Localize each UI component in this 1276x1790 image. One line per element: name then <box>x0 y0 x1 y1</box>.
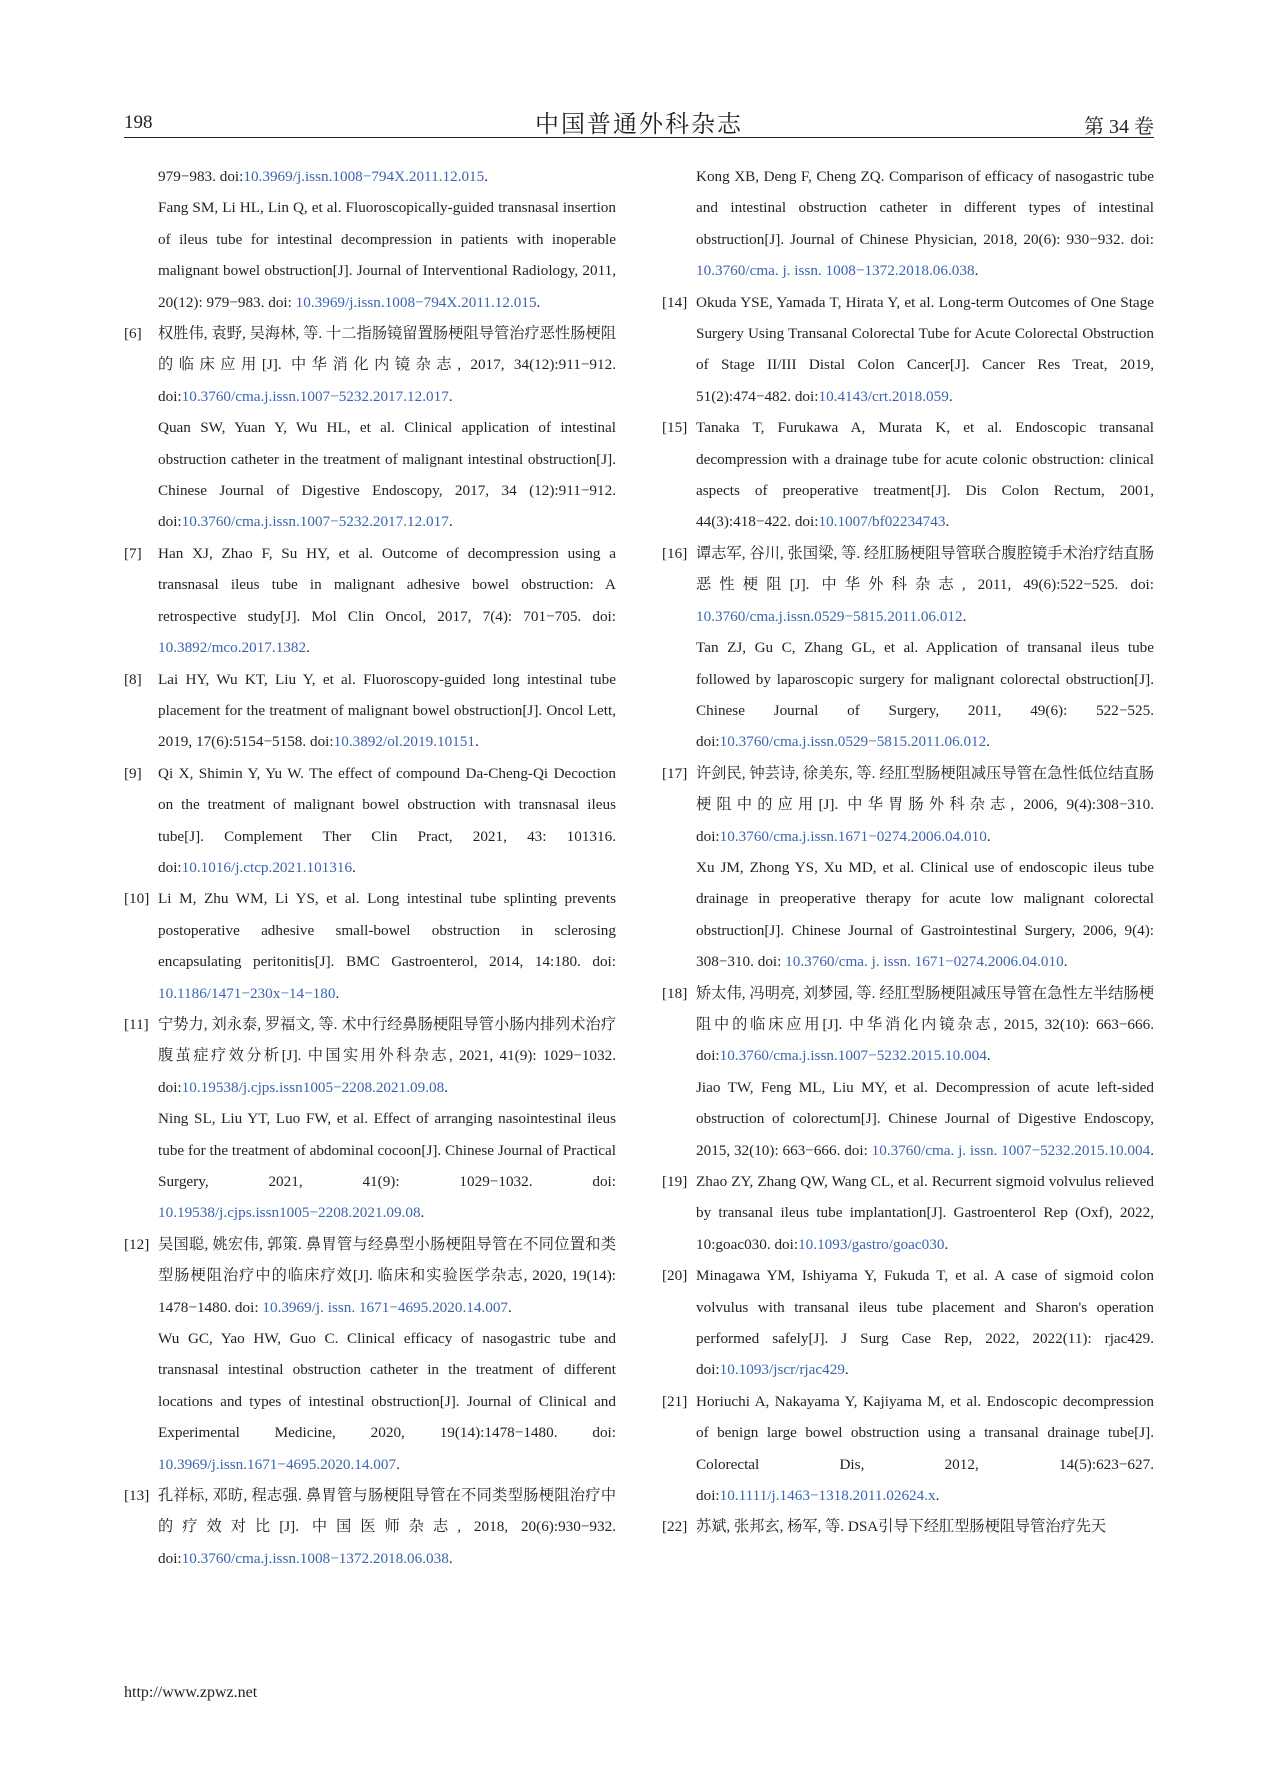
reference-text: 979−983. doi: <box>158 168 244 185</box>
reference-number: [14] <box>662 293 688 311</box>
doi-link[interactable]: 10.1111/j.1463−1318.2011.02624.x <box>719 1487 936 1505</box>
reference-number: [12] <box>124 1235 150 1253</box>
reference-number: [11] <box>124 1015 149 1033</box>
reference-entry <box>662 978 1154 1166</box>
doi-link[interactable]: 10.4143/crt.2018.059 <box>818 387 949 405</box>
reference-citation <box>158 161 616 192</box>
reference-entry <box>662 1260 1154 1386</box>
reference-text: Wu GC, Yao HW, Guo C. Clinical efficacy of nasogastric tube and transnasal intestinal obstruction catheter in the treatment of different locations and types of intestinal obstruction[J]. Journal of Clinical and Experimental Medicine, 2020, 19(14):1478−1480. doi: <box>158 1330 616 1442</box>
reference-citation <box>696 1386 1154 1512</box>
reference-citation <box>158 318 616 412</box>
reference-text: . <box>448 387 453 405</box>
reference-number: [22] <box>662 1518 688 1536</box>
reference-entry <box>124 538 616 664</box>
reference-column-left <box>124 161 616 1574</box>
reference-number: [8] <box>124 670 142 688</box>
doi-link[interactable]: 10.3969/j. issn. 1671−4695.2020.14.007 <box>262 1298 509 1316</box>
doi-link[interactable]: 10.3969/j.issn.1008−794X.2011.12.015 <box>295 293 537 311</box>
reference-text: Zhao ZY, Zhang QW, Wang CL, et al. Recurrent sigmoid volvulus relieved by transanal ileus tube implantation[J]. Gastroenterol Rep (Oxf), 2022, 10:goac030. doi: <box>696 1173 1154 1253</box>
reference-entry <box>124 1229 616 1480</box>
reference-translation <box>696 852 1154 978</box>
doi-link[interactable]: 10.3969/j.issn.1008−794X.2011.12.015 <box>243 168 485 185</box>
reference-translation <box>158 1103 616 1229</box>
reference-number: [10] <box>124 890 150 908</box>
reference-citation <box>696 412 1154 538</box>
doi-link[interactable]: 10.3760/cma. j. issn. 1007−5232.2015.10.004 <box>871 1141 1151 1159</box>
doi-link[interactable]: 10.1007/bf02234743 <box>818 513 946 531</box>
reference-number: [15] <box>662 419 688 437</box>
reference-text: Horiuchi A, Nakayama Y, Kajiyama M, et al. Endoscopic decompression of benign large bowel obstruction using a transanal drainage tube[J]. Colorectal Dis, 2012, 14(5):623−627. doi: <box>696 1392 1154 1505</box>
doi-link[interactable]: 10.3760/cma. j. issn. 1008−1372.2018.06.038 <box>696 262 975 280</box>
reference-text: Ning SL, Liu YT, Luo FW, et al. Effect of arranging nasointestinal ileus tube for the treatment of abdominal cocoon[J]. Chinese Journal of Practical Surgery, 2021, 41(9): 1029−1032. doi: <box>158 1110 616 1190</box>
reference-translation <box>158 1323 616 1480</box>
reference-text: Xu JM, Zhong YS, Xu MD, et al. Clinical use of endoscopic ileus tube drainage in preoperative therapy for acute low malignant colorectal obstruction[J]. Chinese Journal of Gastrointestinal Surgery, 2006, 9(4): 308−310. doi: <box>696 858 1154 971</box>
journal-title: 中国普通外科杂志 <box>535 112 743 138</box>
reference-text: 许剑民, 钟芸诗, 徐美东, 等. 经肛型肠梗阻减压导管在急性低位结直肠梗阻中的应用[J]. 中华胃肠外科杂志, 2006, 9(4):308−310. doi: <box>696 764 1154 845</box>
reference-text: Jiao TW, Feng ML, Liu MY, et al. Decompression of acute left-sided obstruction of colorectum[J]. Chinese Journal of Digestive Endoscopy, 2015, 32(10): 663−666. doi: <box>696 1078 1154 1159</box>
reference-text: 谭志军, 谷川, 张国梁, 等. 经肛肠梗阻导管联合腹腔镜手术治疗结直肠恶性梗阻[J]. 中华外科杂志, 2011, 49(6):522−525. doi: <box>696 544 1154 594</box>
reference-text: 权胜伟, 袁野, 吴海林, 等. 十二指肠镜留置肠梗阻导管治疗恶性肠梗阻的临床应用[J]. 中华消化内镜杂志, 2017, 34(12):911−912. doi: <box>158 325 616 405</box>
doi-link[interactable]: 10.3760/cma. j. issn. 1671−0274.2006.04.010 <box>785 953 1064 971</box>
reference-text: . <box>944 1235 949 1253</box>
reference-text: Tanaka T, Furukawa A, Murata K, et al. Endoscopic transanal decompression with a drainage tube for acute colonic obstruction: clinical aspects of preoperative treatment[J]. Dis Colon Rectum, 2001, 44(3):418−422. doi: <box>696 419 1154 531</box>
reference-text: . <box>484 168 489 185</box>
reference-entry <box>662 1166 1154 1260</box>
reference-text: Han XJ, Zhao F, Su HY, et al. Outcome of decompression using a transnasal ileus tube in malignant adhesive bowel obstruction: A retrospective study[J]. Mol Clin Oncol, 2017, 7(4): 701−705. doi: <box>158 544 616 625</box>
reference-entry <box>124 758 616 884</box>
reference-text: . <box>974 262 979 280</box>
reference-text: Tan ZJ, Gu C, Zhang GL, et al. Application of transanal ileus tube followed by laparoscopic surgery for malignant colorectal obstruction[J]. Chinese Journal of Surgery, 2011, 49(6): 522−525. doi: <box>696 639 1154 751</box>
doi-link[interactable]: 10.3969/j.issn.1671−4695.2020.14.007 <box>158 1455 397 1473</box>
reference-entry <box>662 412 1154 538</box>
reference-text: 宁势力, 刘永泰, 罗福文, 等. 术中行经鼻肠梗阻导管小肠内排列术治疗腹茧症疗效分析[J]. 中国实用外科杂志, 2021, 41(9): 1029−1032. doi: <box>158 1015 616 1096</box>
reference-text: . <box>844 1361 849 1379</box>
reference-entry <box>662 161 1154 287</box>
reference-text: . <box>986 1047 991 1065</box>
reference-text: . <box>448 1549 453 1567</box>
doi-link[interactable]: 10.3760/cma.j.issn.1007−5232.2015.10.004 <box>719 1047 987 1065</box>
doi-link[interactable]: 10.3760/cma.j.issn.0529−5815.2011.06.012 <box>696 607 963 625</box>
reference-entry <box>662 758 1154 978</box>
reference-citation <box>158 1480 616 1574</box>
page-header <box>124 104 1154 138</box>
reference-citation <box>696 1511 1154 1542</box>
reference-text: . <box>352 858 356 876</box>
reference-text: Lai HY, Wu KT, Liu Y, et al. Fluoroscopy-guided long intestinal tube placement for the treatment of malignant bowel obstruction[J]. Oncol Lett, 2019, 17(6):5154−5158. doi: <box>158 670 616 751</box>
doi-link[interactable]: 10.1016/j.ctcp.2021.101316 <box>181 858 353 876</box>
reference-number: [7] <box>124 544 142 562</box>
reference-text: Li M, Zhu WM, Li YS, et al. Long intestinal tube splinting prevents postoperative adhesive small-bowel obstruction in sclerosing encapsulating peritonitis[J]. BMC Gastroenterol, 2014, 14:180. doi: <box>158 890 616 971</box>
reference-number: [18] <box>662 984 688 1002</box>
reference-text: 吴国聪, 姚宏伟, 郭策. 鼻胃管与经鼻型小肠梗阻导管在不同位置和类型肠梗阻治疗中的临床疗效[J]. 临床和实验医学杂志, 2020, 19(14): 1478−1480. doi: <box>158 1235 616 1316</box>
reference-text: . <box>948 387 953 405</box>
reference-text: 矫太伟, 冯明亮, 刘梦园, 等. 经肛型肠梗阻减压导管在急性左半结肠梗阻中的临床应用[J]. 中华消化内镜杂志, 2015, 32(10): 663−666. doi: <box>696 984 1154 1065</box>
reference-number: [16] <box>662 544 688 562</box>
reference-citation <box>696 538 1154 632</box>
reference-text: Qi X, Shimin Y, Yu W. The effect of compound Da-Cheng-Qi Decoction on the treatment of malignant bowel obstruction with transnasal ileus tube[J]. Complement Ther Clin Pract, 2021, 43: 101316. doi: <box>158 764 616 876</box>
reference-entry <box>662 1511 1154 1542</box>
reference-citation <box>696 978 1154 1072</box>
footer-url[interactable]: http://www.zpwz.net <box>124 1684 258 1701</box>
reference-citation <box>696 758 1154 852</box>
reference-text: . <box>1063 953 1068 971</box>
reference-column-right <box>662 161 1154 1543</box>
reference-number: [6] <box>124 325 142 343</box>
reference-number: [19] <box>662 1173 688 1190</box>
reference-number: [9] <box>124 764 142 782</box>
reference-text: . <box>420 1204 425 1222</box>
doi-link[interactable]: 10.19538/j.cjps.issn1005−2208.2021.09.08 <box>158 1204 421 1222</box>
reference-number: [20] <box>662 1267 688 1285</box>
reference-citation <box>696 1260 1154 1386</box>
doi-link[interactable]: 10.3760/cma.j.issn.0529−5815.2011.06.012 <box>719 733 987 751</box>
reference-text: . <box>396 1455 400 1473</box>
reference-text: Quan SW, Yuan Y, Wu HL, et al. Clinical application of intestinal obstruction catheter in the treatment of malignant intestinal obstruction[J]. Chinese Journal of Digestive Endoscopy, 2017, 34 (12):911−912. doi: <box>158 419 616 531</box>
reference-citation <box>696 287 1154 413</box>
reference-translation <box>158 192 616 318</box>
reference-entry <box>662 1386 1154 1512</box>
reference-text: . <box>474 733 479 751</box>
reference-text: Fang SM, Li HL, Lin Q, et al. Fluoroscopically-guided transnasal insertion of ileus tube for intestinal decompression in patients with inoperable malignant bowel obstruction[J]. Journal of Interventional Radiology, 2011, 20(12): 979−983. doi: <box>158 199 616 311</box>
reference-text: . <box>306 639 310 657</box>
reference-entry <box>124 1009 616 1229</box>
doi-link[interactable]: 10.1093/jscr/rjac429 <box>719 1361 845 1379</box>
reference-text: . <box>962 607 967 625</box>
reference-text: Okuda YSE, Yamada T, Hirata Y, et al. Long-term Outcomes of One Stage Surgery Using Transanal Colorectal Tube for Acute Colorectal Obstruction of Stage II/III Distal Colon Cancer[J]. Cancer Res Treat, 2019, 51(2):474−482. doi: <box>696 293 1154 405</box>
reference-text: . <box>444 1078 448 1096</box>
doi-link[interactable]: 10.1186/1471−230x−14−180 <box>158 984 336 1002</box>
reference-text: . <box>448 513 453 531</box>
reference-number: [13] <box>124 1487 150 1505</box>
reference-translation <box>158 412 616 538</box>
reference-translation <box>696 632 1154 758</box>
reference-entry <box>662 538 1154 758</box>
doi-link[interactable]: 10.3892/ol.2019.10151 <box>333 733 475 751</box>
reference-citation <box>158 1009 616 1103</box>
reference-text: Kong XB, Deng F, Cheng ZQ. Comparison of efficacy of nasogastric tube and intestinal obstruction catheter in different types of intestinal obstruction[J]. Journal of Chinese Physician, 2018, 20(6): 930−932. doi: <box>696 168 1154 248</box>
doi-link[interactable]: 10.3760/cma.j.issn.1007−5232.2017.12.017 <box>181 513 449 531</box>
reference-text: . <box>1150 1141 1154 1159</box>
doi-link[interactable]: 10.3760/cma.j.issn.1671−0274.2006.04.010 <box>719 827 987 845</box>
reference-text: . <box>508 1298 512 1316</box>
reference-citation <box>696 161 1154 287</box>
reference-citation <box>158 883 616 1009</box>
reference-text: . <box>986 827 991 845</box>
reference-entry <box>662 287 1154 413</box>
reference-text: . <box>536 293 541 311</box>
reference-text: . <box>945 513 950 531</box>
reference-citation <box>158 664 616 758</box>
doi-link[interactable]: 10.19538/j.cjps.issn1005−2208.2021.09.08 <box>181 1078 445 1096</box>
reference-citation <box>158 758 616 884</box>
doi-link[interactable]: 10.3760/cma.j.issn.1007−5232.2017.12.017 <box>181 387 449 405</box>
reference-entry <box>124 883 616 1009</box>
reference-entry <box>124 161 616 318</box>
page-number: 198 <box>124 112 153 133</box>
reference-text: 孔祥标, 邓昉, 程志强. 鼻胃管与肠梗阻导管在不同类型肠梗阻治疗中的疗效对比[J]. 中国医师杂志, 2018, 20(6):930−932. doi: <box>158 1487 616 1567</box>
reference-entry <box>124 664 616 758</box>
reference-translation <box>696 1072 1154 1166</box>
reference-number: [21] <box>662 1392 688 1410</box>
reference-text: . <box>935 1487 940 1505</box>
reference-text: . <box>986 733 991 751</box>
reference-citation <box>158 1229 616 1323</box>
reference-citation <box>158 538 616 664</box>
reference-entry <box>124 318 616 538</box>
doi-link[interactable]: 10.1093/gastro/goac030 <box>798 1235 945 1253</box>
reference-text: . <box>335 984 340 1002</box>
volume-label: 第 34 卷 <box>1084 116 1154 138</box>
doi-link[interactable]: 10.3892/mco.2017.1382 <box>158 639 307 657</box>
reference-entry <box>124 1480 616 1574</box>
reference-text: 苏斌, 张邦玄, 杨军, 等. DSA引导下经肛型肠梗阻导管治疗先天 <box>696 1518 1107 1536</box>
reference-citation <box>696 1166 1154 1260</box>
reference-text: Minagawa YM, Ishiyama Y, Fukuda T, et al. A case of sigmoid colon volvulus with transanal ileus tube placement and Sharon's operation performed safely[J]. J Surg Case Rep, 2022, 2022(11): rjac429. doi: <box>696 1267 1154 1379</box>
doi-link[interactable]: 10.3760/cma.j.issn.1008−1372.2018.06.038 <box>181 1549 449 1567</box>
reference-number: [17] <box>662 764 688 782</box>
